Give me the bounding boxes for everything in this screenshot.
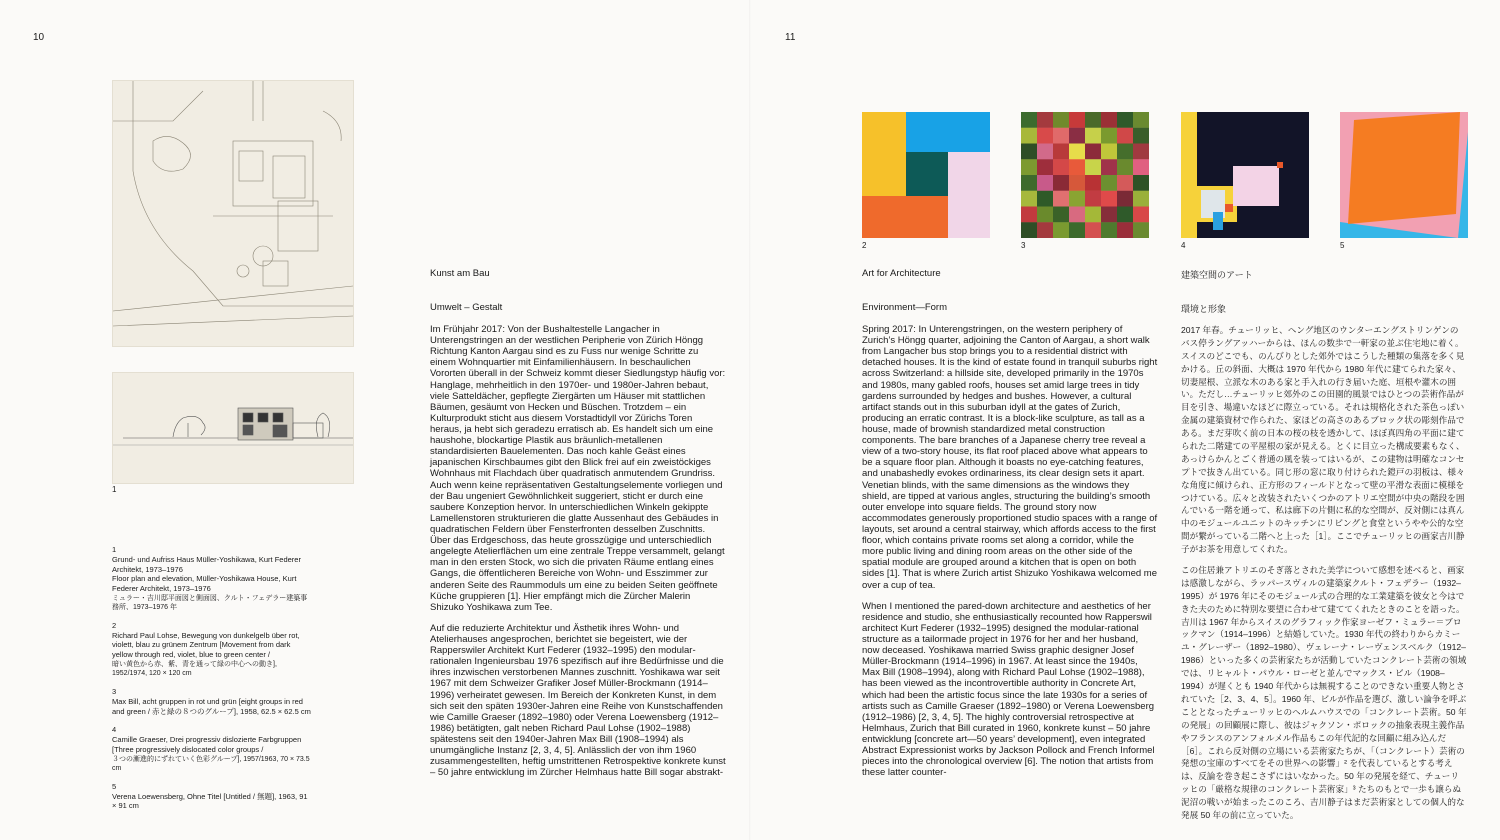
grid-cell bbox=[1021, 222, 1037, 238]
grid-cell bbox=[1101, 222, 1117, 238]
caption-3 bbox=[112, 687, 312, 716]
grid-cell bbox=[1037, 222, 1053, 238]
artwork-max-bill bbox=[1021, 112, 1149, 238]
grid-cell bbox=[1101, 128, 1117, 144]
grid-cell bbox=[1133, 175, 1149, 191]
paragraph: この住居兼アトリエのそぎ落とされた美学について感想を述べると、画家は感激しながら、ラッパースヴィルの建築家クルト・フェデラー（1932–1995）が 1976 年にそのモジュール式の合理的な工業建築を彼女と今はできた夫のために特別な要望に合わせて建ててくれたときのことを語った。吉川は 1967 年からスイスのグラフィック作家ヨーゼフ・ミュラー＝ブロックマン（1914–1996）と結婚していた。1930 年代の終わりからカミーユ・グレーザー（1892–1980）、ヴェレーナ・レーヴェンスベルク（1912–1986）といった多くの芸術家たちが活動していたコンクレート芸術の領域では、リヒャルト・パウル・ローゼと並んでマックス・ビル（1908–1994）が遅くとも 1940 年代からは無視することのできない重要人物とされていた［2、3、4、5］。1960 年、ビルが作品を選び、激しい論争を呼ぶこととなったチューリッヒのヘルムハウスでの「コンクレート芸術。50 年の発展」の回顧展に際し、彼はジャクソン・ポロックの抽象表現主義作品やフランスのアンフォルメル作品もこの年代記的な回顧に組み込んだ［6］。これら反対側の立場にいる芸術家たちが、「（コンクレート）芸術の発想の宝庫のすべてをその世界への影響」² を代表しているとする考えは、反論を巻き起こさずにはいなかった。50 年の発展を経て、チューリッヒの「厳格な規律のコンクレート芸術家」³ たちのもとで一歩も譲らぬ泥沼の戦いが始まったこのころ、吉川静子はまだ芸術家としての個人的な発展 50 年の前に立っていた。 bbox=[1181, 565, 1467, 820]
figure-captions bbox=[112, 545, 312, 820]
paragraph: Auf die reduzierte Architektur und Ästhetik ihres Wohn- und Atelierhauses angesprochen, berichtet sie begeistert, wie der Rapperswiler Architekt Kurt Federer (1932–1995) den modular-rationalen Ingenieursbau 1976 spezifisch auf ihre Bedürfnisse und die ihres inzwischen verstorbenen Mannes zuschnitt. Yoshikawa war seit 1967 mit dem Schweizer Grafiker Josef Müller-Brockmann (1914–1996) verheiratet gewesen. Im Bereich der Konkreten Kunst, in dem sich seit den späten 1930er-Jahren eine Reihe von Kunstschaffenden wie Camille Graeser (1892–1980) oder Verena Loewensberg (1912–1986) betätigten, galt neben Richard Paul Lohse (1902–1988) spätestens seit den 1940er-Jahren Max Bill (1908–1994) als unumgängliche Instanz [2, 3, 4, 5]. Anlässlich der von ihm 1960 zusammengestellten, heftig umstrittenen Retrospektive konkrete kunst – 50 jahre entwicklung im Zürcher Helmhaus hatte Bill sogar abstrakt- bbox=[430, 622, 726, 779]
artwork-loewensberg bbox=[1340, 112, 1468, 238]
caption-text: Max Bill, acht gruppen in rot und grün [eight groups in red and green / 赤と緑の８つのグループ], 1958, 62.5 × 62.5 cm bbox=[112, 696, 311, 716]
caption-number: 2 bbox=[112, 620, 117, 630]
caption-text-jp: ミュラー・吉川邸平面図と側面図、クルト・フェデラー建築事務所、1973–1976 年 bbox=[112, 594, 308, 611]
caption-number: 1 bbox=[112, 545, 117, 554]
body-text-ja bbox=[1181, 324, 1467, 830]
artwork-label-3: 3 bbox=[1021, 241, 1026, 250]
grid-cell bbox=[1053, 159, 1069, 175]
caption-2 bbox=[112, 621, 312, 678]
grid-cell bbox=[1117, 128, 1133, 144]
grid-cell bbox=[1085, 175, 1101, 191]
grid-cell bbox=[1021, 175, 1037, 191]
grid-cell bbox=[1021, 207, 1037, 223]
grid-cell bbox=[1101, 112, 1117, 128]
paragraph: When I mentioned the pared-down architecture and aesthetics of her residence and studio, she enthusiastically recounted how Rapperswil architect Kurt Federer (1932–1995) designed the modular-rational structure as a tailormade project in 1976 for her and her husband, now deceased. Yoshikawa married Swiss graphic designer Josef Müller-Brockmann (1914–1996) in 1967. At least since the 1940s, Max Bill (1908–1994), along with Richard Paul Lohse (1902–1988), has been viewed as the incontrovertible authority in Concrete Art, which had been the artistic focus since the late 1930s for a series of artists such as Camille Graeser (1892–1980) or Verena Loewensberg (1912–1986) [2, 3, 4, 5]. The highly controversial retrospective at Helmhaus, Zurich that Bill curated in 1960, konkrete kunst – 50 jahre entwicklung [concrete art—50 years’ development], even integrated Abstract Expressionist works by Jackson Pollock and French Informel pieces into the chronological overview [6]. The notion that artists from these latter counter- bbox=[862, 600, 1155, 779]
grid-cell bbox=[1085, 159, 1101, 175]
caption-text-en: Floor plan and elevation, Müller-Yoshikawa House, Kurt Federer Architekt, 1973–1976 bbox=[112, 574, 297, 593]
artwork-lohse bbox=[862, 112, 990, 238]
grid-cell bbox=[1085, 222, 1101, 238]
page-number-left: 10 bbox=[33, 32, 45, 43]
grid-cell bbox=[1117, 191, 1133, 207]
grid-cell bbox=[1101, 207, 1117, 223]
caption-number: 3 bbox=[112, 687, 117, 697]
grid-cell bbox=[1021, 191, 1037, 207]
grid-cell bbox=[1133, 222, 1149, 238]
grid-cell bbox=[1053, 207, 1069, 223]
section-subtitle-en: Environment—Form bbox=[862, 302, 947, 313]
page-number-right: 11 bbox=[785, 32, 796, 43]
grid-cell bbox=[1069, 207, 1085, 223]
paragraph: 2017 年春。チューリッヒ、ヘング地区のウンターエングストリンゲンのバス停ラングアッハーからは、ほんの数歩で一軒家の並ぶ住宅地に着く。スイスのどこでも、のんびりとした郊外ではこうした種類の集落を多く見かける。丘の斜面、大概は 1970 年代から 1980 年代に建てられた家々、切妻屋根、立派な木のある家と手入れの行き届いた庭、垣根や灌木の囲い。ただし…チューリッヒ郊外のこの田園的風景ではひとつの芸術作品が目を引き、場違いなほどに際立っている。それは規格化された茶色っぽい金属の建築資材で作られた、家ほどの高さのあるブロック状の彫刻作品である。まだ芽吹く前の日本の桜の枝を透かして、ほぼ真四角の平面に建てられた二階建ての平屋根の家が見える。とくに目立った構成要素もなく、あっけらかんとごく普通の風を装ってはいるが、この建物は明確なコンセプトで抜きん出ている。同じ形の窓に取り付けられた鎧戸の羽板は、様々な角度に傾けられ、正方形のフィールドとなって壁の平滑な表面に模様をつけている。広々と改装されたいくつかのアトリエ空間が中央の階段を囲んでいる一階を通って、私は廊下の片側に私的な空間が、反対側には真ん中のモジュールユニットのキッチンにリビングと食堂というやや公的な空間が繋がっている二階へと上った［1］。ここでチューリッヒの画家吉川静子がお茶を用意してくれた。 bbox=[1181, 325, 1465, 555]
grid-cell bbox=[1069, 159, 1085, 175]
artwork-graeser bbox=[1181, 112, 1309, 238]
caption-1 bbox=[112, 545, 312, 612]
section-title-de: Kunst am Bau bbox=[430, 268, 490, 279]
caption-4 bbox=[112, 725, 312, 772]
grid-cell bbox=[1037, 128, 1053, 144]
grid-cell bbox=[1053, 144, 1069, 160]
grid-cell bbox=[1085, 191, 1101, 207]
section-subtitle-de: Umwelt – Gestalt bbox=[430, 302, 503, 313]
section-title-en: Art for Architecture bbox=[862, 268, 941, 279]
grid-cell bbox=[1021, 159, 1037, 175]
grid-cell bbox=[1101, 175, 1117, 191]
caption-5 bbox=[112, 782, 312, 811]
grid-cell bbox=[1101, 191, 1117, 207]
grid-cell bbox=[1133, 112, 1149, 128]
grid-cell bbox=[1053, 222, 1069, 238]
grid-cell bbox=[1117, 144, 1133, 160]
section-title-ja: 建築空間のアート bbox=[1181, 270, 1253, 280]
grid-cell bbox=[1021, 144, 1037, 160]
caption-text-de: Grund- und Aufriss Haus Müller-Yoshikawa, Kurt Federer Architekt, 1973–1976 bbox=[112, 554, 301, 574]
grid-cell bbox=[1133, 159, 1149, 175]
caption-number: 5 bbox=[112, 781, 117, 791]
grid-cell bbox=[1085, 128, 1101, 144]
artwork-label-5: 5 bbox=[1340, 241, 1345, 250]
grid-cell bbox=[1101, 159, 1117, 175]
grid-cell bbox=[1133, 128, 1149, 144]
caption-text: Verena Loewensberg, Ohne Titel [Untitled / 無題], 1963, 91 × 91 cm bbox=[112, 791, 308, 811]
grid-cell bbox=[1037, 159, 1053, 175]
grid-cell bbox=[1037, 144, 1053, 160]
grid-cell bbox=[1117, 175, 1133, 191]
grid-cell bbox=[1133, 191, 1149, 207]
body-text-en bbox=[862, 324, 1158, 788]
spread-gutter bbox=[749, 0, 751, 840]
grid-cell bbox=[1117, 159, 1133, 175]
caption-text-jp: 暗い黄色から赤、紫、青を通って緑の中心への動き], 1952/1974, 120 × 120 cm bbox=[112, 660, 277, 678]
artwork-label-4: 4 bbox=[1181, 241, 1186, 250]
grid-cell bbox=[1037, 112, 1053, 128]
grid-cell bbox=[1021, 128, 1037, 144]
grid-cell bbox=[1069, 175, 1085, 191]
grid-cell bbox=[1053, 191, 1069, 207]
grid-cell bbox=[1133, 144, 1149, 160]
grid-cell bbox=[1069, 191, 1085, 207]
paragraph: Spring 2017: In Unterengstringen, on the western periphery of Zurich’s Höngg quarter, adjoining the Canton of Aargau, a short walk from Langacher bus stop brings you to a residential district with detached houses. It is the kind of estate found in tranquil suburbs right across Switzerland: a hillside site, developed primarily in the 1970s and 1980s, many gabled roofs, houses set amid large trees in tidy gardens surrounded by hedges and bushes. However, a cultural artifact stands out in this suburban idyll at the gates of Zurich, producing an erratic contrast. It is a block-like sculpture, as tall as a house, made of brownish standardized metal construction components. The bare branches of a Japanese cherry tree reveal a view of a two-story house, its flat roof placed above what appears to be a square floor plan. Although it boasts no eye-catching features, and unabashedly evokes ordinariness, its clear design sets it apart. Venetian blinds, with the same dimensions as the windows they shield, are tipped at various angles, structuring the building’s smooth outer envelope into square fields. The ground story now accommodates generously proportioned studio spaces with a range of layouts, set around a central stairway, which affords access to the first floor, which contains private rooms set along a corridor, while the more public living and dining room areas on the other side of the spatial module are grouped around a kitchen that is open on both sides [1]. That is where Zurich artist Shizuko Yoshikawa welcomed me over a cup of tea. bbox=[862, 324, 1158, 591]
caption-text: Camille Graeser, Drei progressiv dislozierte Farbgruppen [Three progressively dislocated color groups / bbox=[112, 735, 302, 754]
floor-plan-drawing bbox=[112, 80, 354, 347]
grid-cell bbox=[1085, 207, 1101, 223]
artwork-label-2: 2 bbox=[862, 241, 867, 250]
grid-cell bbox=[1037, 191, 1053, 207]
grid-cell bbox=[1037, 175, 1053, 191]
caption-text: Richard Paul Lohse, Bewegung von dunkelgelb über rot, violett, blau zu grünem Zentrum [Movement from dark yellow through red, violet, blue to green center / bbox=[112, 630, 300, 660]
grid-cell bbox=[1117, 207, 1133, 223]
body-text-de bbox=[430, 324, 726, 788]
caption-number: 4 bbox=[112, 725, 117, 735]
paragraph: Im Frühjahr 2017: Von der Bushaltestelle Langacher in Unterengstringen an der westlichen Peripherie von Zürich Höngg Richtung Kanton Aargau sind es zu Fuss nur wenige Schritte zu einem Wohnquartier mit Einfamilienhäusern. In beschaulichen Vororten überall in der Schweiz kommt dieser Siedlungstyp häufig vor: Hanglage, mehrheitlich in den 1970er- und 1980er-Jahren bebaut, viele Satteldächer, gepflegte Ziergärten um Häuser mit stattlichen Bäumen, gesäumt von Hecken und Büschen. Trotzdem – ein Kulturprodukt sticht aus diesem Vorstadtidyll vor Zürichs Toren heraus, ja hebt sich geradezu erratisch ab. Es handelt sich um eine haushohe, blockartige Plastik aus bräunlich-metallenen standardisierten Bauelementen. Das noch kahle Geäst eines japanischen Kirschbaumes gibt den Blick frei auf ein zweistöckiges Wohnhaus mit Flachdach über quadratisch anmutendem Grundriss. Auch wenn keine repräsentativen Gestaltungselemente vorliegen und der Bau ungeniert Gewöhnlichkeit suggeriert, sticht er durch eine saubere Konzeption hervor. In unterschiedlichen Winkeln gekippte Lamellenstoren strukturieren die glatte Aussenhaut des Gebäudes in quadratischen Feldern über Fensterfronten desselben Zuschnitts. Über das Erdgeschoss, das heute grosszügige und unterschiedlich angelegte Atelierflächen um eine zentrale Treppe versammelt, gelangt man in den ersten Stock, wo sich die privaten Räume entlang eines Gangs, die öffentlicheren Bereiche von Wohn- und Esszimmer zur anderen Seite des Raummoduls um eine zu beiden Seiten geöffnete Küche gruppieren [1]. Hier empfängt mich die Zürcher Malerin Shizuko Yoshikawa zum Tee. bbox=[430, 324, 726, 613]
grid-cell bbox=[1133, 207, 1149, 223]
grid-cell bbox=[1069, 144, 1085, 160]
grid-cell bbox=[1069, 112, 1085, 128]
grid-cell bbox=[1021, 112, 1037, 128]
grid-cell bbox=[1085, 112, 1101, 128]
elevation-drawing bbox=[112, 372, 354, 484]
grid-cell bbox=[1053, 128, 1069, 144]
grid-cell bbox=[1117, 222, 1133, 238]
grid-cell bbox=[1101, 144, 1117, 160]
grid-cell bbox=[1053, 175, 1069, 191]
figure-label-1: 1 bbox=[112, 485, 117, 494]
grid-cell bbox=[1117, 112, 1133, 128]
caption-text-jp: ３つの漸進的にずれていく色彩グループ], 1957/1963, 70 × 73.5 cm bbox=[112, 755, 310, 772]
grid-cell bbox=[1085, 144, 1101, 160]
grid-cell bbox=[1053, 112, 1069, 128]
grid-cell bbox=[1037, 207, 1053, 223]
section-subtitle-ja: 環境と形象 bbox=[1181, 304, 1227, 314]
grid-cell bbox=[1069, 128, 1085, 144]
grid-cell bbox=[1069, 222, 1085, 238]
